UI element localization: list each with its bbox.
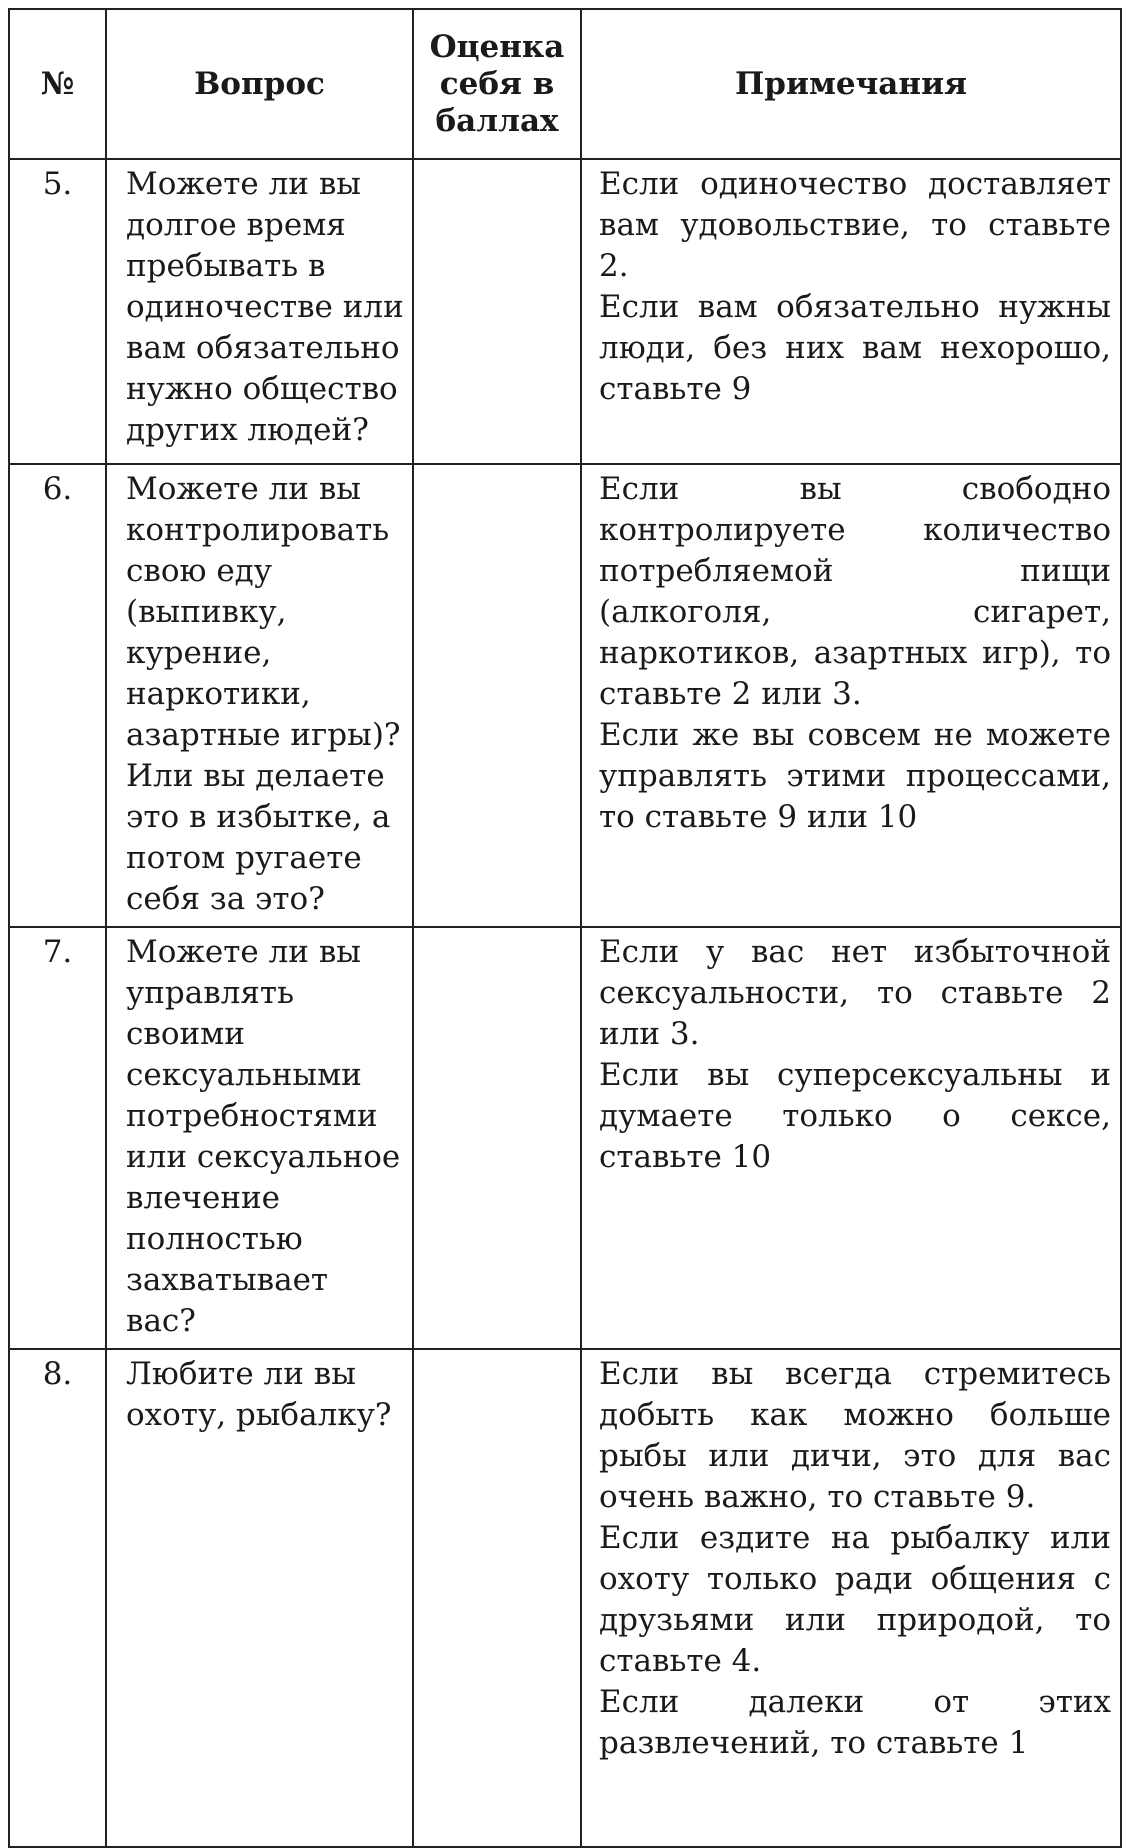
question-text: Любите ли вы охоту, рыбалку?	[126, 1356, 392, 1433]
questionnaire-table	[8, 8, 1122, 1848]
header-notes: Примечания	[581, 9, 1121, 159]
header-question: Вопрос	[106, 9, 413, 159]
note-line: Если ездите на рыбалку или охоту только ради общения с друзьями или природой, то ставьте 4.	[599, 1520, 1111, 1679]
score-cell[interactable]	[413, 1349, 581, 1847]
note-line: Если вы суперсексуальны и думаете только о сексе, ставьте 10	[599, 1057, 1111, 1175]
note-line: Если вы свободно контролируете количество потребляемой пищи (алкоголя, сигарет, наркотиков, азартных игр), то ставьте 2 или 3.	[599, 471, 1111, 712]
question-text: Можете ли вы долгое время пребывать в одиночестве или вам обязательно нужно общество других людей?	[126, 166, 404, 448]
note-line: Если у вас нет избыточной сексуальности, то ставьте 2 или 3.	[599, 934, 1111, 1052]
row-number: 6.	[9, 464, 106, 927]
header-row	[9, 9, 1121, 159]
row-notes	[581, 1349, 1121, 1847]
note-line: Если же вы совсем не можете управлять этими процессами, то ставьте 9 или 10	[599, 717, 1111, 835]
note-line: Если одиночество доставляет вам удовольствие, то ставьте 2.	[599, 166, 1111, 284]
row-question	[106, 1349, 413, 1847]
row-question	[106, 464, 413, 927]
table-row	[9, 1349, 1121, 1847]
question-text: Можете ли вы управлять своими сексуальными потребностями или сексуальное влечение полностью захватывает вас?	[126, 934, 401, 1339]
score-cell[interactable]	[413, 464, 581, 927]
note-line: Если вам обязательно нужны люди, без них вам нехорошо, ставьте 9	[599, 289, 1111, 407]
question-text: Можете ли вы контролировать свою еду (выпивку, курение, наркотики, азартные игры)? Или вы делаете это в избытке, а потом ругаете себя за это?	[126, 471, 401, 917]
row-question	[106, 159, 413, 464]
row-number: 8.	[9, 1349, 106, 1847]
row-number: 7.	[9, 927, 106, 1349]
note-line: Если вы всегда стремитесь добыть как можно больше рыбы или дичи, это для вас очень важно, то ставьте 9.	[599, 1356, 1111, 1515]
row-notes	[581, 464, 1121, 927]
table-row	[9, 927, 1121, 1349]
score-cell[interactable]	[413, 159, 581, 464]
header-score	[413, 9, 581, 159]
row-question	[106, 927, 413, 1349]
table-row	[9, 159, 1121, 464]
header-number: №	[9, 9, 106, 159]
table-row	[9, 464, 1121, 927]
score-cell[interactable]	[413, 927, 581, 1349]
row-number: 5.	[9, 159, 106, 464]
row-notes	[581, 927, 1121, 1349]
header-score-label: Оценка себя в баллах	[429, 28, 565, 139]
note-line: Если далеки от этих развлечений, то ставьте 1	[599, 1684, 1111, 1761]
row-notes	[581, 159, 1121, 464]
